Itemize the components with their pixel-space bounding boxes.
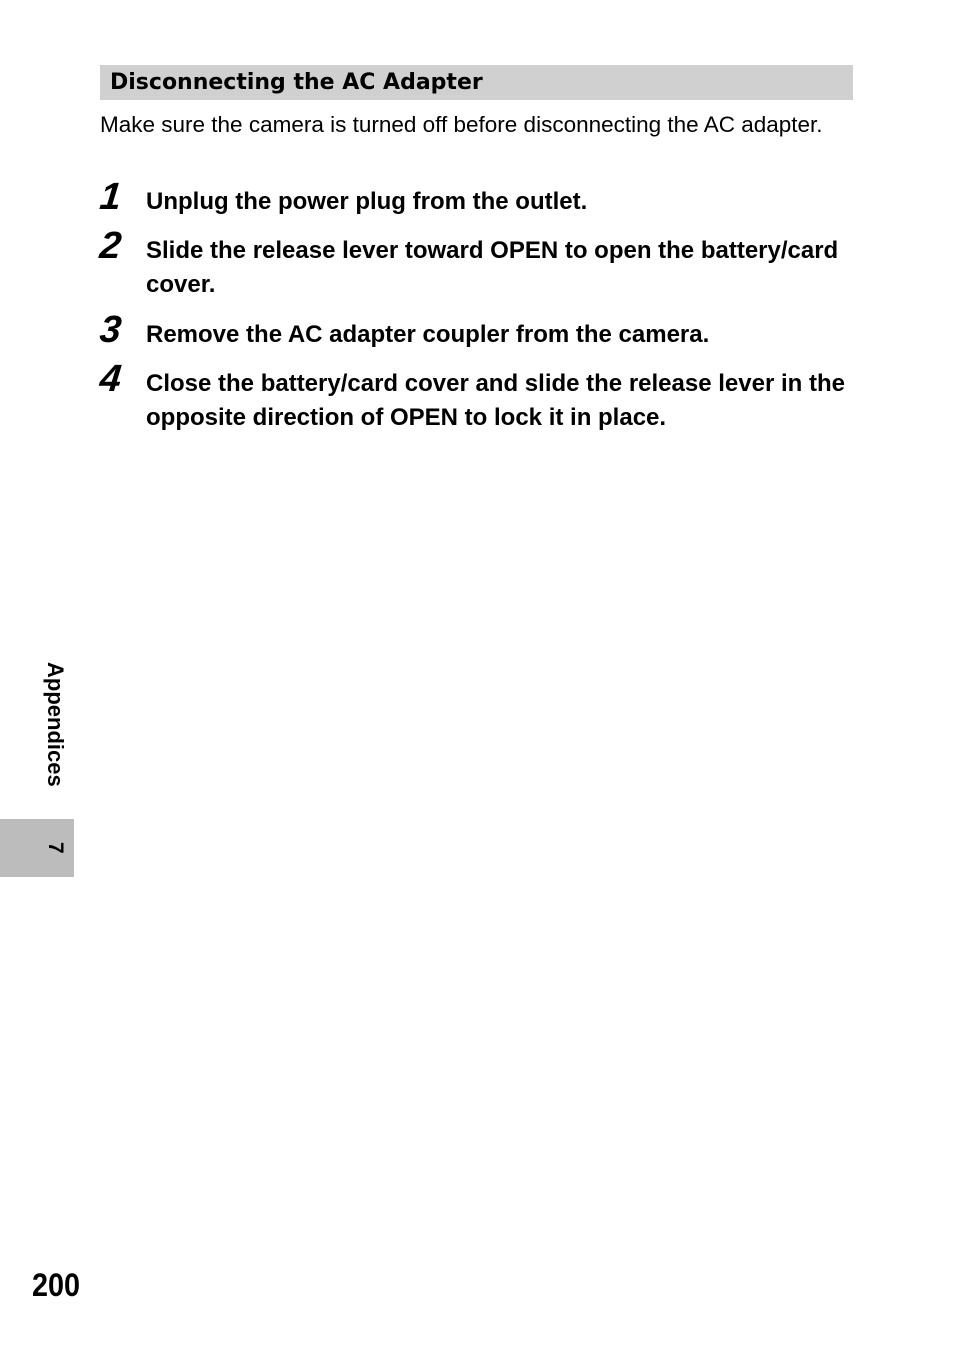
chapter-label-text: Appendices bbox=[43, 662, 68, 787]
step-number: 2 bbox=[97, 225, 124, 267]
step-text: Slide the release lever toward OPEN to open the battery/card cover. bbox=[146, 237, 839, 298]
section-heading: Disconnecting the AC Adapter bbox=[100, 65, 853, 100]
chapter-number: 7 bbox=[44, 842, 67, 854]
step-text: Close the battery/card cover and slide the release lever in the opposite direction of OPEN to lock it in place. bbox=[146, 370, 845, 431]
page-number: 200 bbox=[32, 1267, 81, 1303]
step-number: 3 bbox=[97, 309, 124, 351]
chapter-side-label bbox=[37, 662, 77, 812]
step-text: Remove the AC adapter coupler from the camera. bbox=[146, 321, 710, 348]
step-number: 1 bbox=[97, 176, 124, 218]
chapter-tab bbox=[0, 819, 74, 877]
step-number: 4 bbox=[97, 358, 124, 400]
step-text: Unplug the power plug from the outlet. bbox=[146, 188, 588, 215]
intro-paragraph: Make sure the camera is turned off before disconnecting the AC adapter. bbox=[100, 112, 823, 137]
